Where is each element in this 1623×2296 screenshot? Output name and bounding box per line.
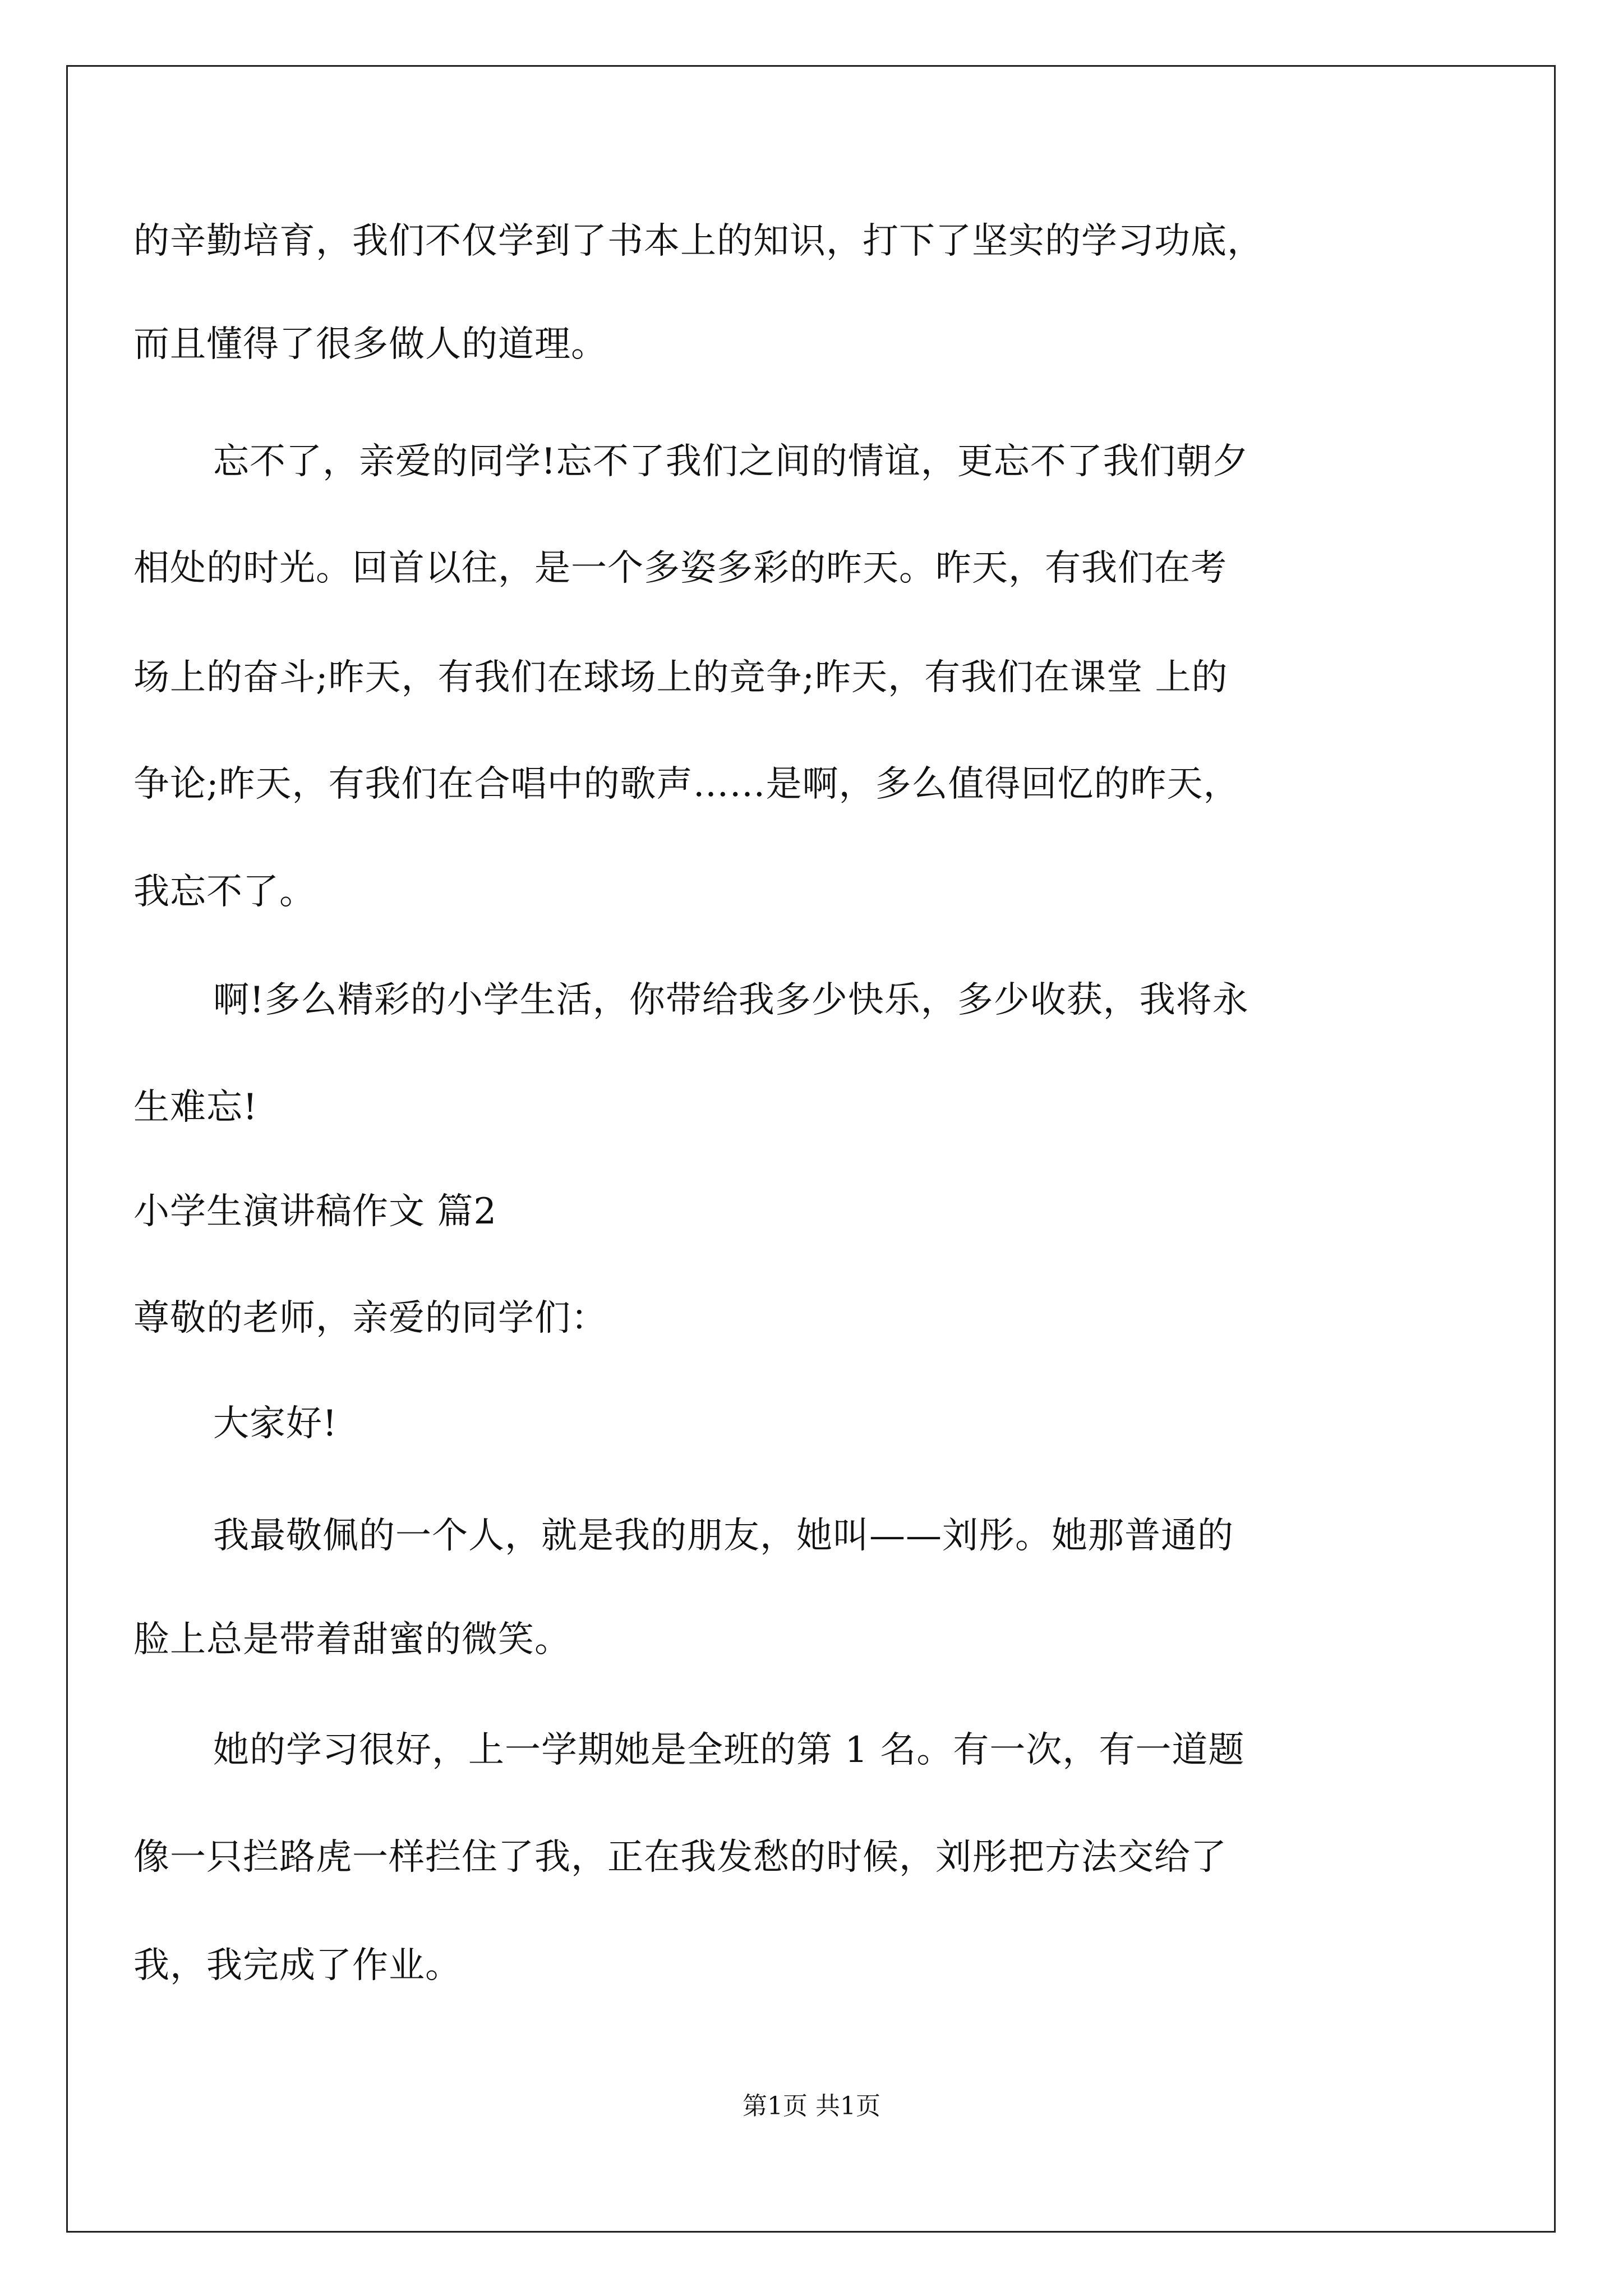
section-heading: 小学生演讲稿作文 篇2: [133, 1191, 497, 1232]
greeting: 大家好!: [213, 1403, 338, 1444]
page-border: [66, 65, 1556, 2233]
page-footer: 第1页 共1页: [743, 2092, 880, 2120]
text-line: 我忘不了。: [133, 871, 316, 913]
text-line: 相处的时光。回首以往，是一个多姿多彩的昨天。昨天，有我们在考: [133, 547, 1227, 589]
paragraph-start-line: 我最敬佩的一个人，就是我的朋友，她叫——刘彤。她那普通的: [213, 1515, 1234, 1557]
text-line: 争论;昨天，有我们在合唱中的歌声……是啊，多么值得回忆的昨天，: [133, 763, 1240, 805]
text-line: 生难忘!: [133, 1087, 258, 1128]
paragraph-start-line: 她的学习很好，上一学期她是全班的第 1 名。有一次，有一道题: [213, 1729, 1245, 1771]
paragraph-start-line: 啊!多么精彩的小学生活，你带给我多少快乐，多少收获，我将永: [213, 979, 1249, 1021]
salutation: 尊敬的老师，亲爱的同学们：: [133, 1297, 607, 1339]
paragraph-start-line: 忘不了，亲爱的同学!忘不了我们之间的情谊，更忘不了我们朝夕: [213, 441, 1249, 482]
text-line: 脸上总是带着甜蜜的微笑。: [133, 1619, 571, 1660]
text-line: 的辛勤培育，我们不仅学到了书本上的知识，打下了坚实的学习功底，: [133, 220, 1264, 262]
text-line: 像一只拦路虎一样拦住了我，正在我发愁的时候，刘彤把方法交给了: [133, 1837, 1227, 1878]
text-line: 我，我完成了作业。: [133, 1945, 462, 1986]
text-line: 而且懂得了很多做人的道理。: [133, 324, 607, 365]
text-line: 场上的奋斗;昨天，有我们在球场上的竞争;昨天，有我们在课堂 上的: [133, 657, 1228, 698]
